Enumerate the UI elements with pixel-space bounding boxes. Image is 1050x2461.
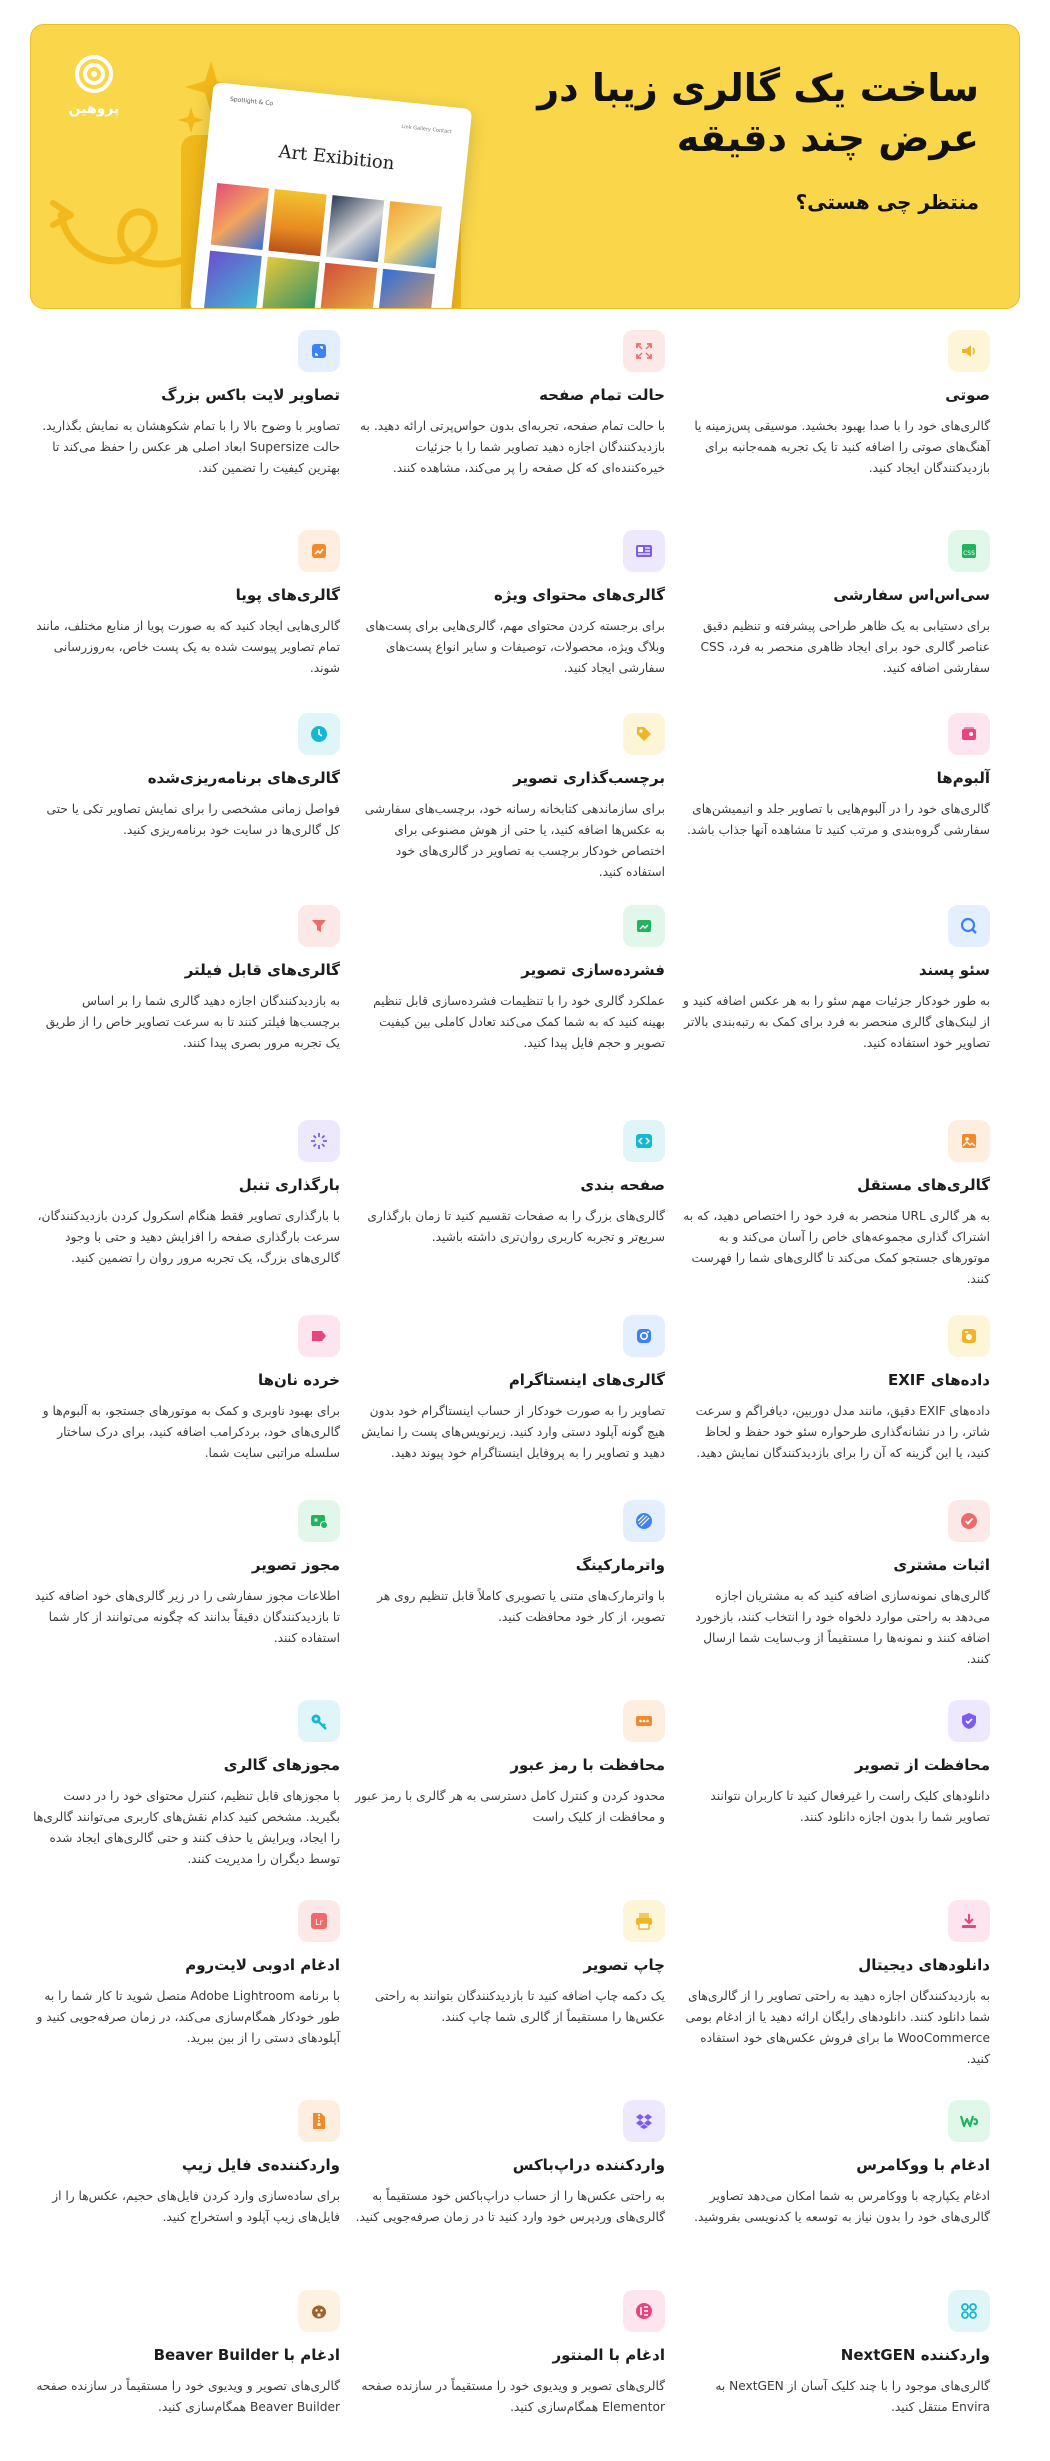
- feature-title: صفحه بندی: [580, 1176, 665, 1194]
- feature-description: برای دستیابی به یک ظاهر طراحی پیشرفته و تنظیم دقیق عناصر گالری خود برای ایجاد ظاهری منحصر به فرد، CSS سفارشی اضافه کنید.: [700, 619, 990, 675]
- feature-description: با حالت تمام صفحه، تجربه‌ای بدون حواس‌پرتی ارائه دهید. به بازدیدکنندگان اجازه دهید تصاویر شما را با جزئیات خیره‌کننده‌ای که کل صفحه را پر می‌کند، مشاهده کنند.: [360, 419, 665, 475]
- feature-description: گالری‌های بزرگ را به صفحات تقسیم کنید تا زمان بارگذاری سریع‌تر و تجربه کاربری روان‌تری داشته باشید.: [367, 1209, 665, 1244]
- beaver-icon: [298, 2290, 340, 2332]
- woo-icon: [948, 2100, 990, 2142]
- feature-title: داده‌های EXIF: [887, 1371, 990, 1389]
- hero-subtitle: منتظر چی هستی؟: [795, 190, 979, 214]
- thumb-6: [261, 257, 319, 309]
- feature-description: گالری‌های نمونه‌سازی اضافه کنید که به مشتریان اجازه می‌دهد به راحتی موارد دلخواه خود را انتخاب کنند، بازخورد اضافه کنند و نمونه‌ها را مستقیماً از وب‌سایت شما ارسال کنند.: [695, 1589, 990, 1666]
- feature-title: مجوز تصویر: [251, 1556, 340, 1574]
- seo-icon: [948, 905, 990, 947]
- thumb-2: [268, 189, 326, 256]
- mockup-title: Art Exibition: [277, 141, 396, 175]
- zip-icon: [298, 2100, 340, 2142]
- thumb-3: [326, 195, 384, 262]
- image-icon: [948, 1120, 990, 1162]
- logo-swirl-icon: [73, 53, 115, 95]
- feature-title: وارد‌کننده NextGEN: [840, 2346, 990, 2364]
- feature-description: برای سازماندهی کتابخانه رسانه خود، برچسب‌های سفارشی به عکس‌ها اضافه کنید، یا حتی از هوش مصنوعی برای اختصاص خودکار برچسب به تصاویر در گالری‌های خود استفاده کنید.: [364, 802, 665, 879]
- feature-description: با بارگذاری تصاویر فقط هنگام اسکرول کردن بازدیدکنندگان، سرعت بارگذاری صفحه را افزایش دهید و حتی با وجود گالری‌های بزرگ، یک تجربه مرور روان را تضمین کنید.: [37, 1209, 340, 1265]
- css-icon: [948, 530, 990, 572]
- thumb-8: [377, 269, 435, 309]
- mockup-links: Link Gallery Contact: [401, 123, 453, 136]
- speaker-icon: [948, 330, 990, 372]
- feature-description: با واترمارک‌های متنی یا تصویری کاملاً قابل تنظیم روی هر تصویر، از کار خود محافظت کنید.: [377, 1589, 665, 1624]
- feature-title: گالری‌های محتوای ویژه: [494, 586, 665, 604]
- feature-description: گالری‌های خود را با صدا بهبود بخشید. موسیقی پس‌زمینه یا آهنگ‌های صوتی را اضافه کنید تا یک تجربه همه‌جانبه برای بازدیدکنندگان ایجاد کنید.: [694, 419, 990, 475]
- camera-info-icon: [948, 1315, 990, 1357]
- logo-text: پروهین: [68, 101, 120, 117]
- feature-description: برای برجسته کردن محتوای مهم، گالری‌هایی برای پست‌های وبلاگ ویژه، محصولات، توصیفات و سایر انواع پست‌های سفارشی ایجاد کنید.: [365, 619, 665, 675]
- breadcrumb-icon: [298, 1315, 340, 1357]
- feature-title: خرده نان‌ها: [257, 1371, 340, 1389]
- mockup-thumbnails: [203, 183, 448, 309]
- thumb-1: [211, 183, 269, 250]
- feature-title: گالری‌های قابل فیلتر: [184, 961, 340, 979]
- feature-description: برای بهبود ناوبری و کمک به موتورهای جستجو، به آلبوم‌ها و گالری‌های خود، بردکرامب اضافه کنید، برای درک ساختار سلسله مراتبی سایت شما.: [42, 1404, 340, 1460]
- feature-description: به طور خودکار جزئیات مهم سئو را به هر عکس اضافه کنید و از لینک‌های گالری منحصر به فرد برای کمک به رتبه‌بندی بالاتر تصاویر خود استفاده کنید.: [682, 994, 990, 1050]
- download-icon: [948, 1900, 990, 1942]
- feature-title: دانلودهای دیجیتال: [858, 1956, 990, 1974]
- feature-title: وارد‌کننده دراپ‌باکس: [512, 2156, 665, 2174]
- key-icon: [298, 1700, 340, 1742]
- feature-description: اطلاعات مجوز سفارشی را در زیر گالری‌های خود اضافه کنید تا بازدیدکنندگان دقیقاً بدانند که چگونه می‌توانند از کار شما استفاده کنند.: [35, 1589, 340, 1645]
- mockup-nav: Spotlight & Co: [229, 95, 274, 108]
- feature-title: واردکننده‌ی فایل زیپ: [181, 2156, 340, 2174]
- instagram-icon: [623, 1315, 665, 1357]
- feature-title: محافظت از تصویر: [854, 1756, 990, 1774]
- feature-title: فشرده‌سازی تصویر: [521, 961, 665, 979]
- dropbox-icon: [623, 2100, 665, 2142]
- feature-title: گالری‌های پویا: [235, 586, 340, 604]
- feature-title: ادغام با Beaver Builder: [153, 2346, 340, 2364]
- feature-description: گالری‌های تصویر و ویدیوی خود را مستقیماً در سازنده صفحه Elementor همگام‌سازی کنید.: [361, 2379, 665, 2414]
- lightroom-icon: [298, 1900, 340, 1942]
- printer-icon: [623, 1900, 665, 1942]
- password-icon: [623, 1700, 665, 1742]
- feature-title: مجوزهای گالری: [223, 1756, 340, 1774]
- svg-text:Lr: Lr: [315, 1918, 323, 1927]
- album-icon: [948, 713, 990, 755]
- thumb-7: [319, 263, 377, 309]
- feature-title: چاپ تصویر: [583, 1956, 665, 1974]
- feature-title: سئو پسند: [918, 961, 990, 979]
- feature-description: تصاویر با وضوح بالا را با تمام شکوهشان به نمایش بگذارید. حالت Supersize ابعاد اصلی هر عکس را حفظ می‌کند تا بهترین کیفیت را تضمین کند.: [42, 419, 340, 475]
- feature-description: برای ساده‌سازی وارد کردن فایل‌های حجیم، عکس‌ها را از فایل‌های زیپ آپلود و استخراج کنید.: [52, 2189, 340, 2224]
- feature-description: دانلودهای کلیک راست را غیرفعال کنید تا کاربران نتوانند تصاویر شما را بدون اجازه دانلود کنند.: [710, 1789, 990, 1824]
- feature-description: به هر گالری URL منحصر به فرد خود را اختصاص دهید، که به اشتراک گذاری مجموعه‌های خاص را آسان می‌کند و به موتورهای جستجو کمک می‌کند تا گالری‌های شما را فهرست کنند.: [683, 1209, 990, 1286]
- feature-title: بارگذاری تنبل: [238, 1176, 340, 1194]
- feature-description: به راحتی عکس‌ها را از حساب دراپ‌باکس خود مستقیماً به گالری‌های وردپرس خود وارد کنید تا در زمان صرفه‌جویی کنید.: [355, 2189, 665, 2224]
- compress-icon: [623, 905, 665, 947]
- feature-title: گالری‌های مستقل: [857, 1176, 990, 1194]
- feature-title: صوتی: [945, 386, 990, 404]
- watermark-icon: [623, 1500, 665, 1542]
- feature-description: ادغام یکپارچه با ووکامرس به شما امکان می‌دهد تصاویر گالری‌های خود را بدون نیاز به توسعه یا کدنویسی بفروشید.: [694, 2189, 990, 2224]
- feature-title: ادغام با ووکامرس: [856, 2156, 990, 2174]
- feature-description: تصاویر را به صورت خودکار از حساب اینستاگرام خود بدون هیچ گونه آپلود دستی وارد کنید. زیرنویس‌های پست را نمایش دهید و تصاویر را به پروفایل اینستاگرام خود پیوند دهید.: [361, 1404, 665, 1460]
- feature-description: عملکرد گالری خود را با تنظیمات فشرده‌سازی قابل تنظیم بهینه کنید که به شما کمک می‌کند تعادل کاملی بین کیفیت تصویر و حجم فایل پیدا کنید.: [373, 994, 665, 1050]
- clock-icon: [298, 713, 340, 755]
- feature-description: داده‌های EXIF دقیق، مانند مدل دوربین، دیافراگم و سرعت شاتر، را در نشانه‌گذاری طرحواره سئو خود حفظ و لحاظ کنید، یا این گزینه که آن را برای بازدیدکنندگان نمایش دهید.: [695, 1404, 990, 1460]
- feature-description: یک دکمه چاپ اضافه کنید تا بازدیدکنندگان بتوانند به راحتی عکس‌ها را مستقیماً از گالری شما چاپ کنند.: [374, 1989, 665, 2024]
- feature-title: واترمارکینگ: [575, 1556, 665, 1574]
- feature-title: گالری‌های برنامه‌ریزی‌شده: [147, 769, 340, 787]
- feature-title: برچسب‌گذاری تصویر: [513, 769, 665, 787]
- feature-description: گالری‌های خود را در آلبوم‌هایی با تصاویر جلد و انیمیشن‌های سفارشی گروه‌بندی و مرتب کنید تا مشاهده آنها جذاب باشد.: [687, 802, 990, 837]
- filter-icon: [298, 905, 340, 947]
- feature-title: ادغام با المنتور: [552, 2346, 665, 2364]
- elementor-icon: [623, 2290, 665, 2332]
- check-badge-icon: [948, 1500, 990, 1542]
- feature-description: فواصل زمانی مشخصی را برای نمایش تصاویر تکی یا حتی کل گالری‌ها در سایت خود برنامه‌ریزی کنید.: [46, 802, 340, 837]
- expand-icon: [298, 330, 340, 372]
- feature-description: به بازدیدکنندگان اجازه دهید به راحتی تصاویر را از گالری‌های شما دانلود کنند. دانلودهای رایگان ارائه دهید یا از ادغام بومی WooCommerce ما برای فروش عکس‌های خود استفاده کنید.: [685, 1989, 990, 2066]
- brand-logo[interactable]: [59, 53, 129, 133]
- svg-text:CSS: CSS: [963, 550, 975, 557]
- feature-description: با مجوزهای قابل تنظیم، کنترل محتوای خود را در دست بگیرید. مشخص کنید کدام نقش‌های کاربری می‌توانند گالری‌ها را ایجاد، ویرایش یا حذف کنند و حتی گالری‌های ایجاد شده توسط دیگران را مدیریت کنند.: [33, 1789, 340, 1866]
- feature-title: آلبوم‌ها: [936, 769, 990, 787]
- feature-title: حالت تمام صفحه: [539, 386, 665, 404]
- thumb-5: [204, 251, 262, 309]
- feature-description: با برنامه Adobe Lightroom متصل شوید تا کار شما را به طور خودکار همگام‌سازی می‌کند، در زمان صرفه‌جویی کنید و آپلودهای دستی را از بین ببرید.: [36, 1989, 340, 2045]
- feature-title: اثبات مشتری: [893, 1556, 990, 1574]
- feature-description: گالری‌های موجود را با چند کلیک آسان از NextGEN به Envira منتقل کنید.: [715, 2379, 990, 2414]
- feature-description: گالری‌هایی ایجاد کنید که به صورت پویا از منابع مختلف، مانند تمام تصاویر پیوست شده به یک پست خاص، به‌روزرسانی شوند.: [36, 619, 340, 675]
- feature-description: محدود کردن و کنترل کامل دسترسی به هر گالری با رمز عبور و محافظت از کلیک راست: [355, 1789, 665, 1824]
- feature-title: محافظت با رمز عبور: [510, 1756, 665, 1774]
- grid-icon: [948, 2290, 990, 2332]
- feature-description: گالری‌های تصویر و ویدیوی خود را مستقیماً در سازنده صفحه Beaver Builder همگام‌سازی کنید.: [36, 2379, 340, 2414]
- license-icon: [298, 1500, 340, 1542]
- hero-title: ساخت یک گالری زیبا در عرض چند دقیقه: [537, 66, 979, 160]
- fullscreen-icon: [623, 330, 665, 372]
- dynamic-icon: [298, 530, 340, 572]
- loader-icon: [298, 1120, 340, 1162]
- feature-title: سی‌اس‌اس سفارشی: [833, 586, 990, 604]
- shield-icon: [948, 1700, 990, 1742]
- feature-title: ادغام ادوبی لایت‌روم: [185, 1956, 340, 1974]
- feature-description: به بازدیدکنندگان اجازه دهید گالری شما را بر اساس برچسب‌ها فیلتر کنند تا به سرعت تصاویر خاص را از طریق یک تجربه مرور بصری پیدا کنند.: [45, 994, 340, 1050]
- content-icon: [623, 530, 665, 572]
- feature-title: تصاویر لایت باکس بزرگ: [161, 386, 340, 404]
- hero-banner: [30, 24, 1020, 309]
- code-icon: [623, 1120, 665, 1162]
- gallery-mockup: [190, 82, 473, 309]
- thumb-4: [384, 201, 442, 268]
- feature-title: گالری‌های اینستاگرام: [508, 1371, 665, 1389]
- tag-icon: [623, 713, 665, 755]
